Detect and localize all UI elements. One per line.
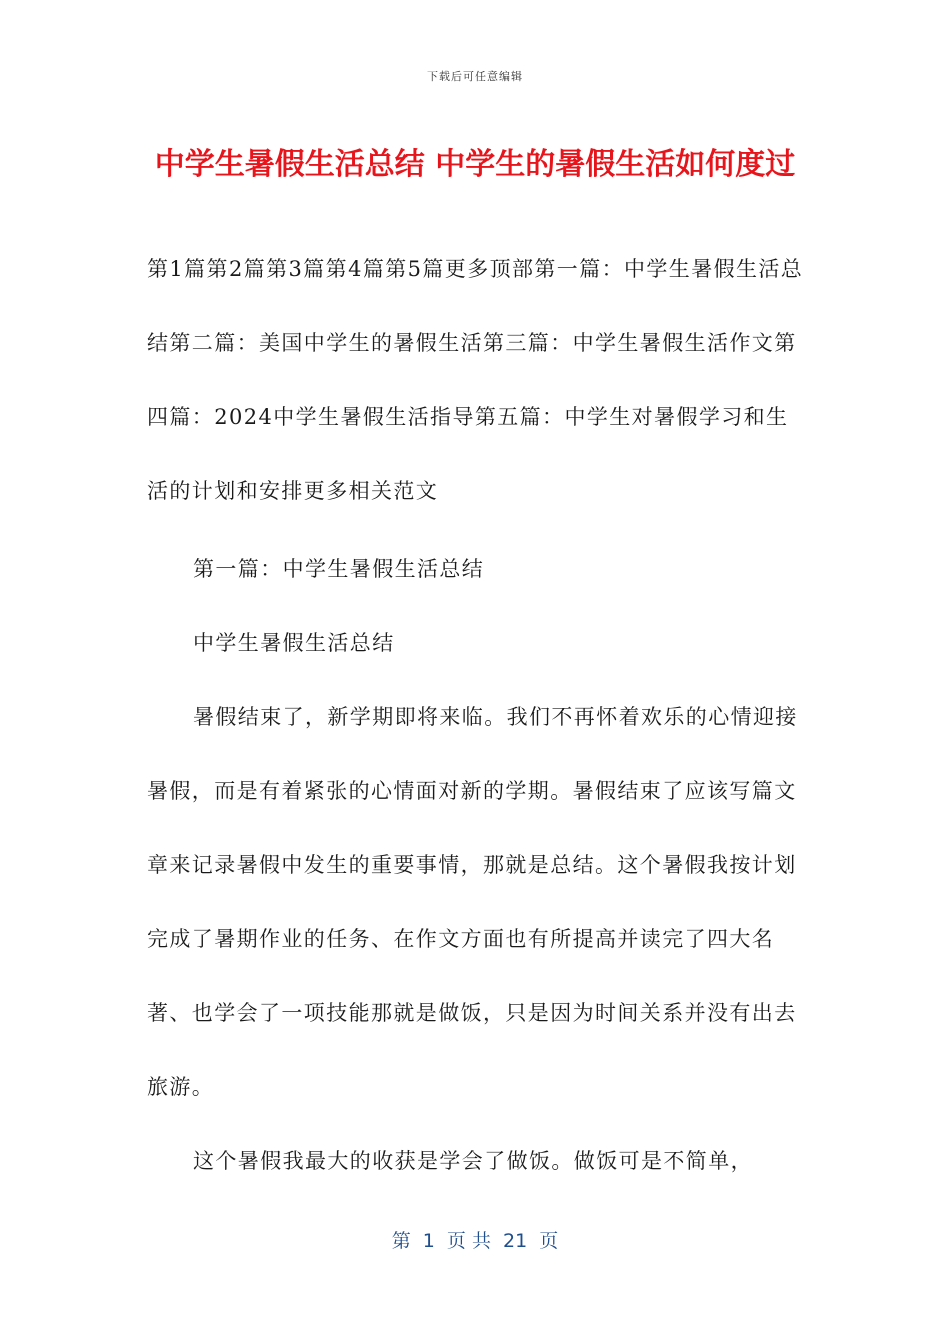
- body-paragraph: 这个暑假我最大的收获是学会了做饭。做饭可是不简单，: [193, 1149, 753, 1173]
- header-note: 下载后可任意编辑: [427, 70, 523, 83]
- document-title: 中学生暑假生活总结 中学生的暑假生活如何度过: [154, 147, 796, 182]
- section-heading: 第一篇：中学生暑假生活总结: [193, 557, 485, 581]
- subtitle-paragraph: 中学生暑假生活总结: [193, 631, 395, 655]
- table-of-contents-paragraph: 第1篇第2篇第3篇第4篇第5篇更多顶部第一篇：中学生暑假生活总结第二篇：美国中学生的暑假生活第三篇：中学生暑假生活作文第四篇：2024中学生暑假生活指导第五篇：中学生对暑假学习和生活的计划和安排更多相关范文: [147, 257, 804, 503]
- body-paragraph: 暑假结束了，新学期即将来临。我们不再怀着欢乐的心情迎接暑假，而是有着紧张的心情面对新的学期。暑假结束了应该写篇文章来记录暑假中发生的重要事情，那就是总结。这个暑假我按计划完成了暑期作业的任务、在作文方面也有所提高并读完了四大名著、也学会了一项技能那就是做饭，只是因为时间关系并没有出去旅游。: [147, 705, 798, 1099]
- page-number-footer: 第 1 页 共 21 页: [391, 1230, 559, 1252]
